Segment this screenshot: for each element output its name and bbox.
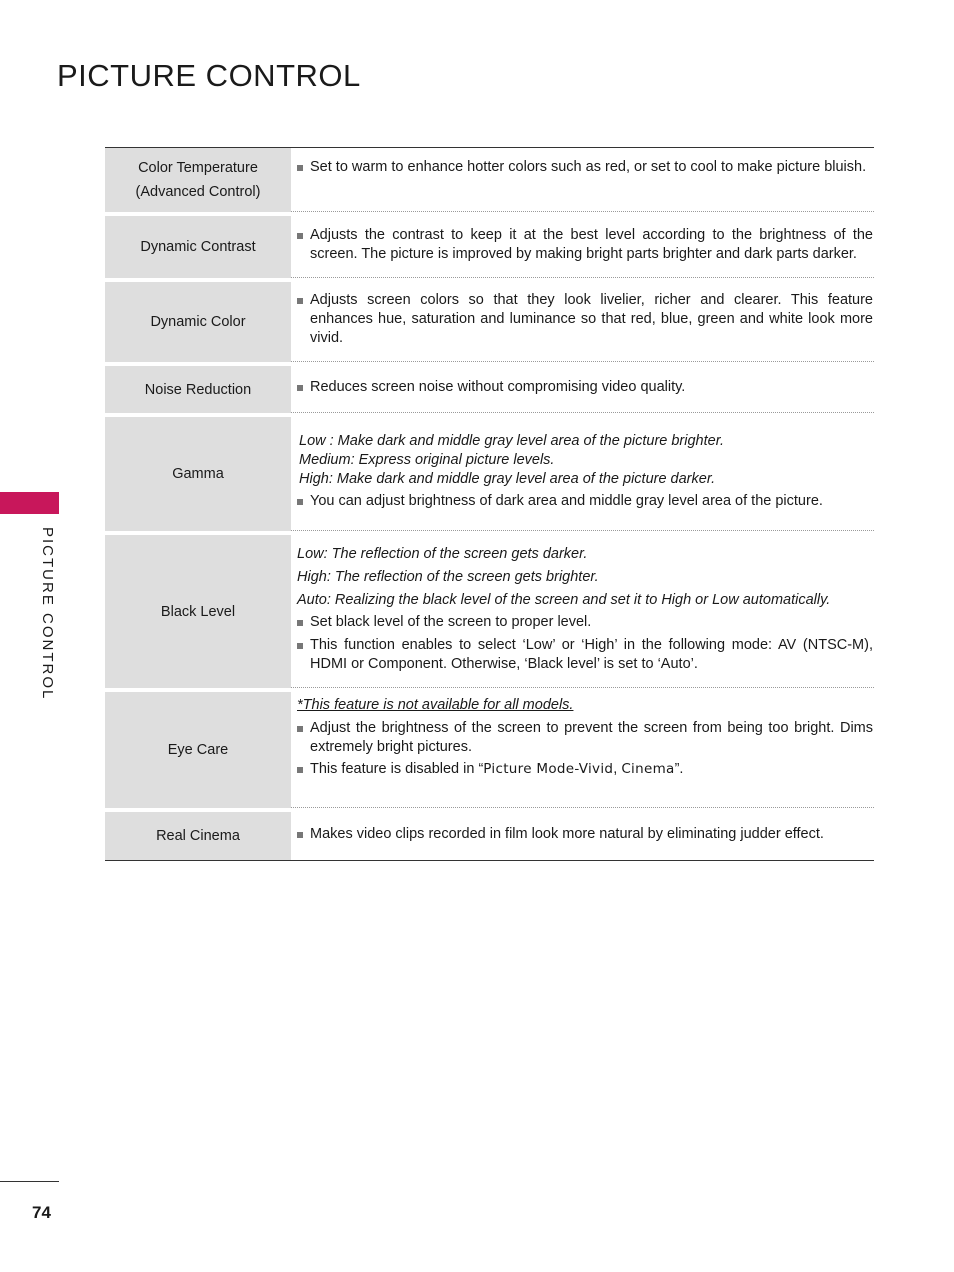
row-description bbox=[291, 362, 874, 413]
mode-name: Cinema bbox=[621, 761, 675, 777]
row-description bbox=[291, 413, 874, 531]
row-description bbox=[291, 278, 874, 362]
list-item: Adjusts screen colors so that they look livelier, richer and clearer. This feature enhances hue, saturation and luminance so that red, blue, green and white look more vivid. bbox=[297, 291, 873, 348]
table-row bbox=[105, 278, 874, 362]
page-title: PICTURE CONTROL bbox=[57, 58, 361, 93]
row-description bbox=[291, 688, 874, 808]
separator: , bbox=[613, 761, 622, 777]
list-item: Adjust the brightness of the screen to prevent the screen from being too bright. Dims extremely bright pictures. bbox=[297, 719, 873, 757]
disabled-suffix: ”. bbox=[674, 761, 684, 777]
row-label: Real Cinema bbox=[156, 828, 240, 844]
disabled-prefix: This feature is disabled in “ bbox=[310, 761, 484, 777]
row-label: Dynamic Contrast bbox=[140, 239, 256, 255]
row-description bbox=[291, 808, 874, 860]
footer-divider bbox=[0, 1181, 59, 1182]
list-item: Adjusts the contrast to keep it at the best level according to the brightness of the screen. The picture is improved by making bright parts brighter and dark parts darker. bbox=[297, 226, 873, 264]
table-row bbox=[105, 212, 874, 278]
section-side-label: PICTURE CONTROL bbox=[39, 527, 56, 701]
row-label-cell bbox=[105, 362, 291, 413]
row-description bbox=[291, 212, 874, 278]
option-description: High: The reflection of the screen gets brighter. bbox=[297, 568, 599, 585]
table-row bbox=[105, 362, 874, 413]
row-label-cell bbox=[105, 413, 291, 531]
row-label-cell bbox=[105, 278, 291, 362]
row-label-cell bbox=[105, 148, 291, 212]
row-label: Gamma bbox=[172, 466, 224, 482]
row-label-cell bbox=[105, 688, 291, 808]
availability-note: *This feature is not available for all models. bbox=[297, 697, 574, 713]
list-item: This function enables to select ‘Low’ or ‘High’ in the following mode: AV (NTSC-M), HDMI or Component. Otherwise, ‘Black level’ is set to ‘Auto’. bbox=[297, 636, 873, 674]
list-item bbox=[297, 760, 873, 779]
picture-control-table bbox=[105, 147, 874, 861]
option-description: Medium: Express original picture levels. bbox=[299, 452, 555, 468]
list-item: Makes video clips recorded in film look more natural by eliminating judder effect. bbox=[297, 825, 873, 844]
option-description: Low : Make dark and middle gray level area of the picture brighter. bbox=[299, 433, 725, 449]
table-row bbox=[105, 808, 874, 860]
row-label: Noise Reduction bbox=[144, 381, 252, 398]
row-description bbox=[291, 531, 874, 688]
table-row bbox=[105, 531, 874, 688]
page-number: 74 bbox=[32, 1203, 51, 1222]
option-description: High: Make dark and middle gray level area of the picture darker. bbox=[299, 471, 716, 487]
table-row bbox=[105, 413, 874, 531]
row-label: Dynamic Color bbox=[150, 314, 246, 330]
row-description bbox=[291, 148, 874, 212]
row-label: Eye Care bbox=[167, 742, 229, 758]
list-item: You can adjust brightness of dark area and middle gray level area of the picture. bbox=[297, 492, 873, 511]
section-tab-marker bbox=[0, 492, 59, 514]
list-item: Set to warm to enhance hotter colors such as red, or set to cool to make picture bluish. bbox=[297, 158, 873, 177]
mode-name: Picture Mode-Vivid bbox=[483, 761, 614, 777]
list-item: Reduces screen noise without compromising video quality. bbox=[297, 378, 873, 397]
table-row bbox=[105, 688, 874, 808]
option-description: Auto: Realizing the black level of the screen and set it to High or Low automatically. bbox=[297, 591, 831, 608]
row-label-cell bbox=[105, 212, 291, 278]
option-description: Low: The reflection of the screen gets darker. bbox=[297, 545, 588, 562]
row-label-cell bbox=[105, 808, 291, 860]
table-row bbox=[105, 148, 874, 212]
row-label: Black Level bbox=[160, 603, 236, 620]
row-label-cell bbox=[105, 531, 291, 688]
row-label: Color Temperature (Advanced Control) bbox=[135, 160, 261, 200]
list-item: Set black level of the screen to proper level. bbox=[297, 613, 873, 632]
